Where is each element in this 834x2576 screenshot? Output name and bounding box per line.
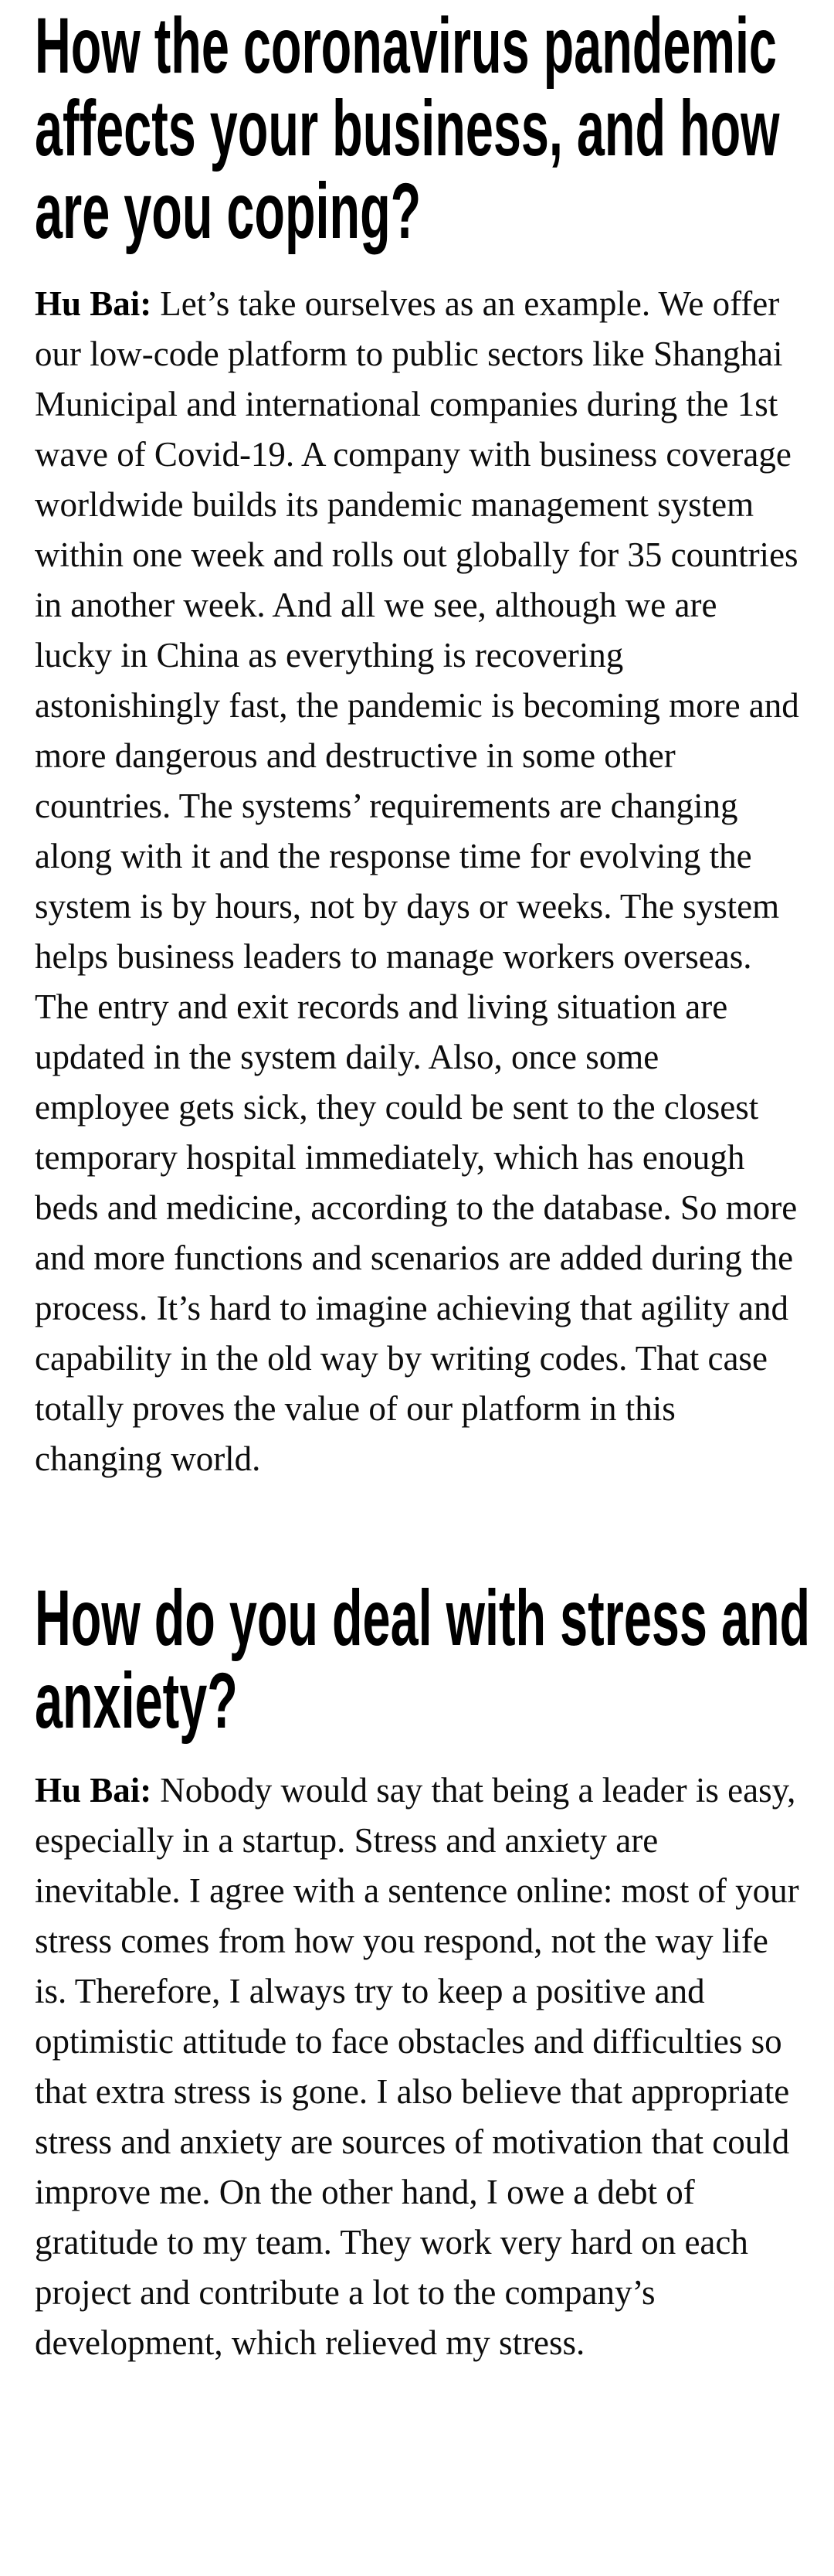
heading-line: How do you deal with stress and — [35, 1574, 811, 1662]
article-section-coping — [35, 0, 799, 1484]
heading-line: How the coronavirus pandemic — [35, 2, 777, 90]
paragraph-answer-stress — [35, 1765, 799, 2368]
article-section-stress — [35, 1574, 811, 2368]
heading-line: anxiety? — [35, 1657, 238, 1745]
section-heading-stress — [35, 1574, 811, 1745]
paragraph-answer-coping — [35, 279, 799, 1484]
heading-line: affects your business, and how — [35, 84, 780, 172]
speaker-label: Hu Bai: — [35, 1771, 152, 1810]
heading-line: are you coping? — [35, 167, 422, 255]
paragraph-text: Let’s take ourselves as an example. We offer our low-code platform to public sectors like Shanghai Municipal and international companies during the 1st wave of Covid-19. A company with business coverage worldwide builds its pandemic management system within one week and rolls out globally for 35 countries in another week. And all we see, although we are lucky in China as everything is recovering astonishingly fast, the pandemic is becoming more and more dangerous and destructive in some other countries. The systems’ requirements are changing along with it and the response time for evolving the system is by hours, not by days or weeks. The system helps business leaders to manage workers overseas. The entry and exit records and living situation are updated in the system daily. Also, once some employee gets sick, they could be sent to the closest temporary hospital immediately, which has enough beds and medicine, according to the database. So more and more functions and scenarios are added during the process. It’s hard to imagine achieving that agility and capability in the old way by writing codes. That case totally proves the value of our platform in this changing world. — [35, 284, 799, 1478]
interview-article — [35, 0, 811, 2368]
speaker-label: Hu Bai: — [35, 284, 152, 323]
paragraph-text: Nobody would say that being a leader is easy, especially in a startup. Stress and anxiety are inevitable. I agree with a sentence online: most of your stress comes from how you respond, not the way life is. Therefore, I always try to keep a positive and optimistic attitude to face obstacles and difficulties so that extra stress is gone. I also believe that appropriate stress and anxiety are sources of motivation that could improve me. On the other hand, I owe a debt of gratitude to my team. They work very hard on each project and contribute a lot to the company’s development, which relieved my stress. — [35, 1771, 799, 2362]
section-heading-coping — [35, 0, 799, 253]
